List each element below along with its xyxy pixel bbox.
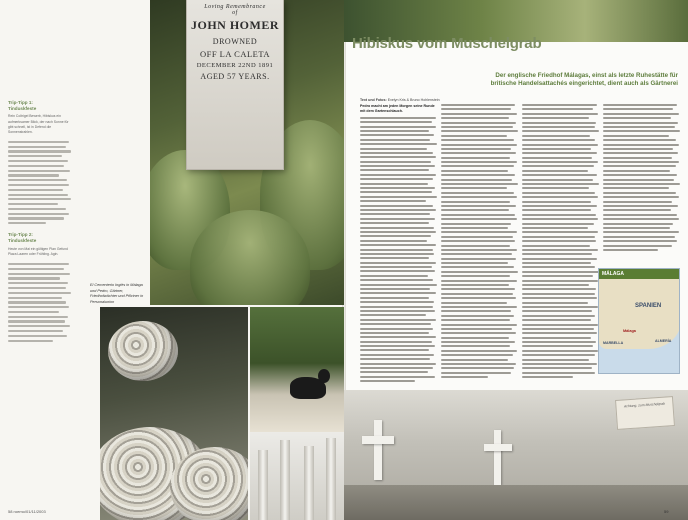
article-headline: Hibiskus vom Muschelgrab: [352, 35, 542, 52]
byline: [360, 98, 440, 102]
malaga-map: [598, 268, 680, 374]
gravestone-line-4: DROWNED: [212, 37, 258, 46]
text-column-2: [441, 104, 519, 394]
gravestone-line-1: Loving Remembrance: [204, 4, 266, 10]
gravestone-line-5: OFF LA CALETA: [199, 49, 271, 59]
article-subhead: Der englische Friedhof Málagas, einst als letzte Ruhestätte für britische Handelsattachés eingerichtet, dient auch als Gärtnerei: [490, 72, 678, 88]
gravestone-line-3: JOHN HOMER: [191, 18, 279, 32]
text-column-3: [522, 104, 600, 394]
byline-names: Evelyn Kris & Bruno Hohlenstein: [387, 98, 440, 102]
gravestone-line-2: of: [232, 10, 238, 16]
photo-caption: El Cementerio Inglés in Málaga und Pedro, Gärtner, Friedhofwächter und Pförtner in Personalunion: [90, 283, 144, 304]
right-folio: 59: [664, 509, 669, 514]
article-lead: Pedro macht am jeden Morgen seine Runde mit dem Gartenschlauch.: [360, 104, 435, 114]
tip1-title: Trip-Tipp 1: Tinduskfeste: [8, 100, 37, 111]
gravestone-photo: [150, 0, 344, 305]
tip2-body: Heute von Mai ein gültigen Plan Gefund Plaza Laaren oder Frühling. Agin.: [8, 246, 68, 256]
map-title: MÁLAGA: [599, 269, 679, 279]
muschelgrab-sign: Achtung, zum Muschelgrab: [615, 396, 675, 430]
tip1-text-filler: [8, 141, 72, 224]
byline-label: Text und Fotos:: [360, 98, 387, 102]
gravestone-line-6: DECEMBER 22ND 1891: [196, 62, 274, 69]
tip2-title: Trip-Tipp 2: Tinduskfeste: [8, 232, 37, 244]
trip-tips-sidebar: [8, 100, 72, 500]
map-label-marbella: MARBELLA: [603, 341, 624, 345]
gravestone-line-7: AGED 57 YEARS.: [200, 72, 270, 81]
map-label-almeria: ALMERÍA: [655, 339, 672, 343]
tip2-text-filler: [8, 263, 72, 342]
pillars-photo: [250, 432, 344, 520]
shell-grave-photo: [100, 307, 248, 520]
map-label-malaga: Málaga: [623, 329, 636, 333]
left-folio: 58 roemo/01/11/2003: [8, 509, 46, 514]
map-label-spanien: SPANIEN: [635, 303, 662, 309]
text-column-4: [603, 104, 681, 264]
gravestone: [186, 0, 284, 170]
tip1-body: Rein Coltrigel Bewerb, Hibiskus ein aufmerksamer Blick, der nach Sonne für gibt schnell, ist in Defend die Sonnenstrahlen.: [8, 114, 69, 134]
dog-photo: [250, 307, 344, 432]
text-column-1: [360, 104, 438, 394]
